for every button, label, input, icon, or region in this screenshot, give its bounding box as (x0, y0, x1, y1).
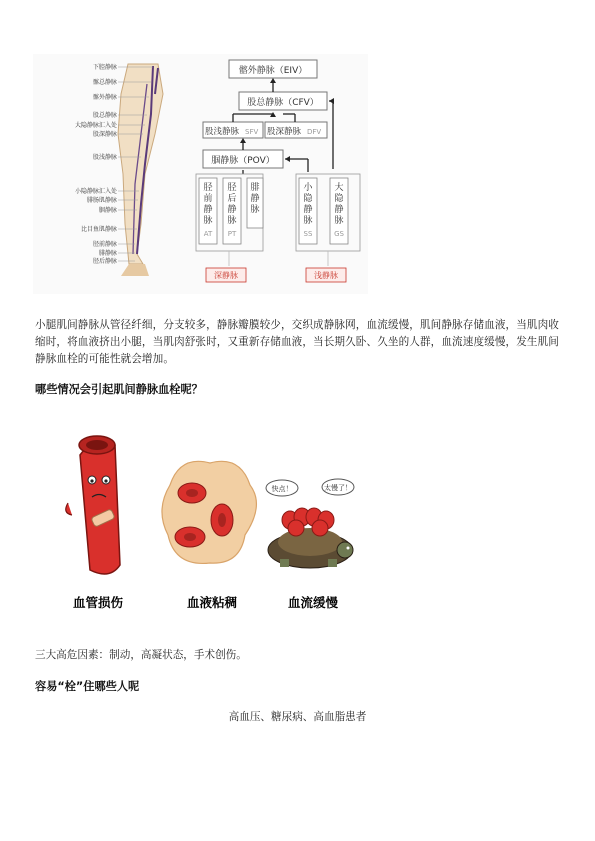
ss-abbr: SS (303, 230, 313, 238)
leg-label: 大隐静脉汇入处 (74, 122, 117, 129)
leg-label: 胫后静脉 (92, 258, 117, 265)
leg-label: 髂外静脉 (92, 94, 117, 101)
bubble-hurry: 快点！ (271, 485, 293, 493)
at-char: 前 (203, 194, 213, 204)
deep-vein-label: 深静脉 (214, 271, 238, 280)
ss-char: 脉 (303, 216, 313, 226)
dfv-abbr: DFV (307, 128, 322, 136)
at-abbr: AT (203, 230, 213, 238)
pt-char: 后 (227, 194, 237, 204)
leg-label: 腓静脉 (98, 250, 117, 257)
sfv-label: 股浅静脉 (205, 127, 240, 137)
gs-char: 静 (334, 205, 344, 215)
gs-abbr: GS (334, 230, 344, 238)
leg-label: 腓肠肌静脉 (86, 197, 117, 204)
leg-label: 胫前静脉 (92, 241, 117, 248)
gs-char: 大 (334, 183, 344, 193)
risk-groups-text: 高血压、糖尿病、高血脂患者 (228, 711, 367, 723)
venous-flow-chart (196, 60, 360, 282)
ss-char: 隐 (303, 194, 313, 204)
pov-label: 腘静脉（POV） (211, 156, 275, 166)
ss-char: 静 (303, 205, 313, 215)
thick-blood-icon (162, 461, 256, 563)
leg-label: 胭静脉 (98, 207, 117, 214)
dfv-label: 股深静脉 (267, 127, 302, 137)
leg-labels (75, 63, 117, 265)
leg-label: 小隐静脉汇入处 (74, 188, 117, 195)
ss-char: 小 (303, 183, 313, 193)
leg-label: 比目鱼肌静脉 (80, 226, 117, 233)
leg-label: 髂总静脉 (92, 79, 117, 86)
pt-char: 脉 (227, 216, 237, 226)
bubble-too-slow: 太慢了！ (324, 484, 352, 492)
gs-char: 脉 (334, 216, 344, 226)
leg-label: 股深静脉 (92, 131, 117, 138)
venous-anatomy-figure (33, 54, 368, 294)
caption-vessel-injury: 血管损伤 (72, 595, 124, 610)
caption-thick-blood: 血液粘稠 (186, 595, 238, 610)
pt-char: 静 (227, 205, 237, 215)
section-heading-causes: 哪些情况会引起肌间静脉血栓呢？ (35, 383, 203, 396)
at-char: 静 (203, 205, 213, 215)
slow-flow-turtle-icon (266, 479, 354, 568)
risk-factors-illustration (40, 425, 370, 620)
pt-char: 胫 (227, 183, 237, 193)
cfv-label: 股总静脉（CFV） (247, 98, 319, 108)
leg-label: 股总静脉 (92, 112, 117, 119)
pv-char: 脉 (250, 205, 260, 215)
eiv-label: 髂外静脉（EIV） (238, 66, 308, 76)
leg-label: 下腔静脉 (92, 64, 117, 71)
pv-char: 腓 (250, 183, 260, 193)
section-heading-who: 容易“栓”住哪些人呢 (35, 680, 140, 693)
caption-slow-flow: 血流缓慢 (287, 595, 339, 610)
risk-factors-text: 三大高危因素：制动，高凝状态，手术创伤。 (35, 649, 247, 661)
pv-char: 静 (250, 194, 260, 204)
leg-label: 股浅静脉 (92, 154, 117, 161)
gs-char: 隐 (334, 194, 344, 204)
venous-diagram-svg (33, 54, 368, 294)
sfv-abbr: SFV (245, 128, 259, 136)
at-char: 脉 (203, 216, 213, 226)
damaged-vessel-icon (66, 436, 120, 574)
superficial-vein-label: 浅静脉 (314, 271, 338, 280)
body-paragraph: 小腿肌间静脉从管径纤细，分支较多，静脉瓣膜较少，交织成静脉网，血流缓慢，肌间静脉存储血液，当肌肉收缩时，将血液挤出小腿，当肌肉舒张时，又重新存储血液，当长期久卧、久坐的人群，血流速度缓慢，发生肌间静脉血栓的可能性就会增加。 (35, 319, 559, 365)
at-char: 胫 (203, 183, 213, 193)
pt-abbr: PT (227, 230, 237, 238)
